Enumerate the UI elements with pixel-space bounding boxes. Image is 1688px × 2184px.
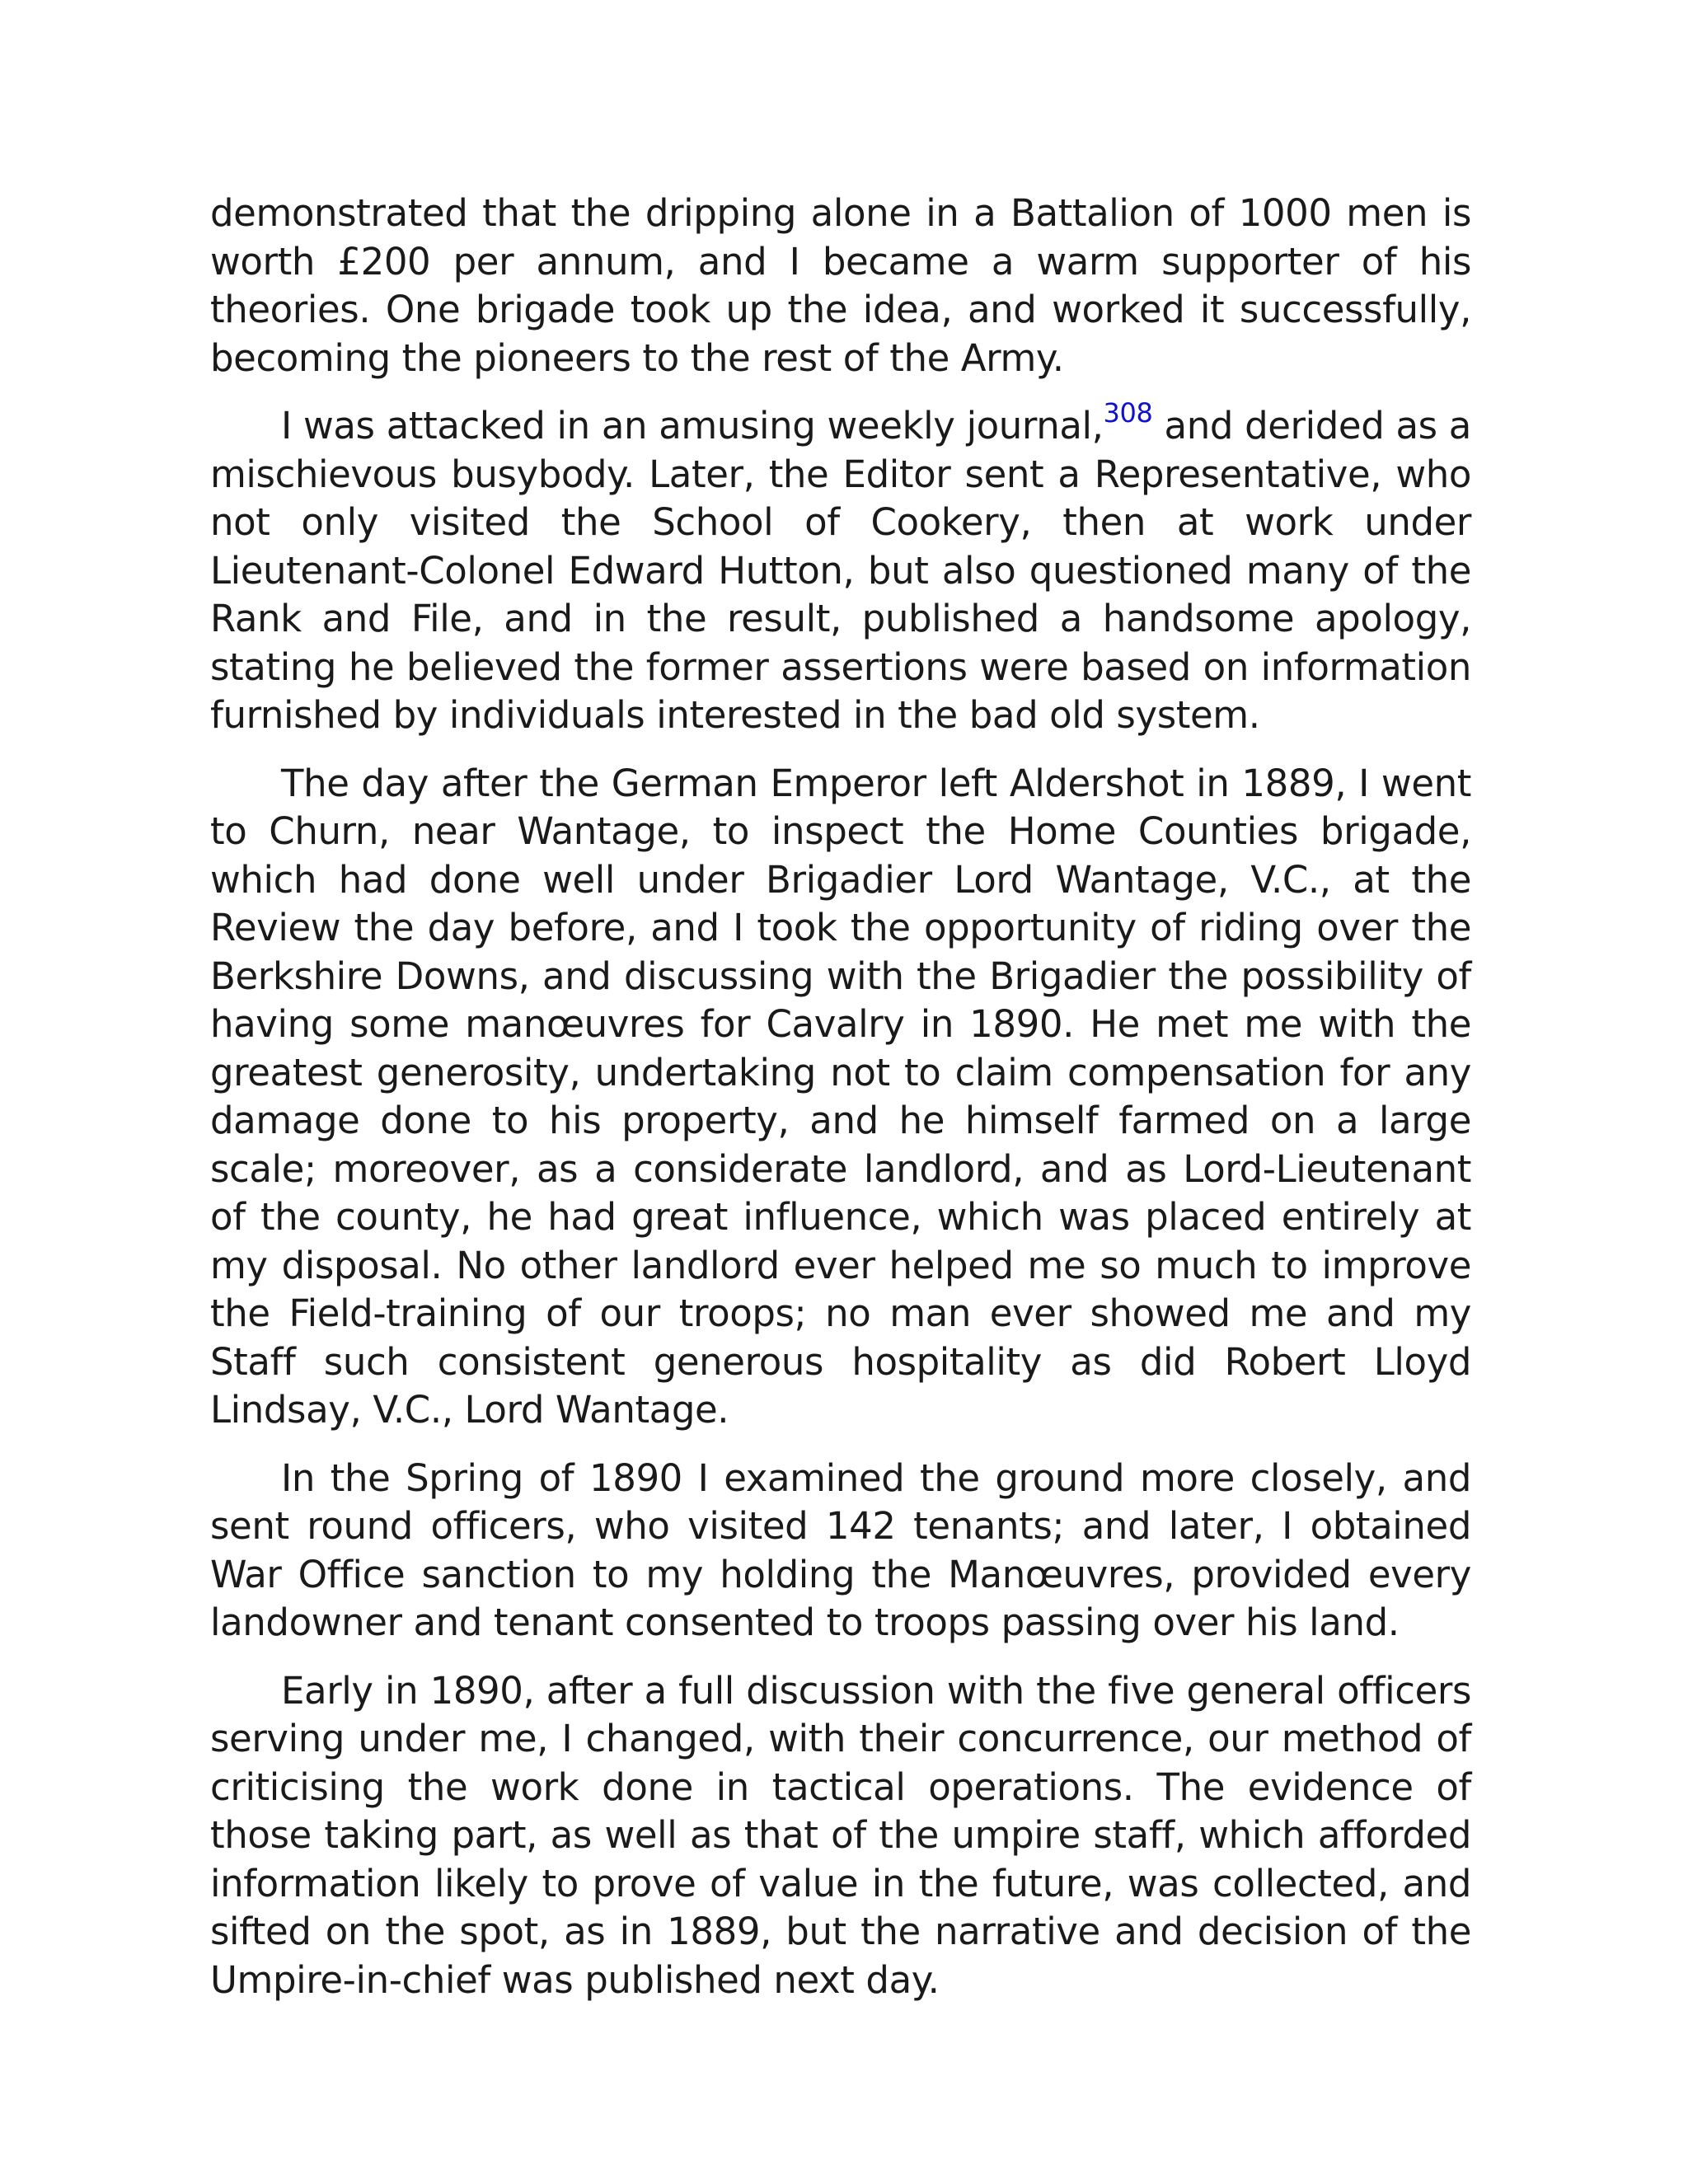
paragraph-2-text-before: I was attacked in an amusing weekly journal,	[281, 404, 1104, 448]
paragraph-4: In the Spring of 1890 I examined the ground more closely, and sent round officers, who visited 142 tenants; and later, I obtained War Office sanction to my holding the Manœuvres, provided every landowner and tenant consented to troops passing over his land.	[210, 1455, 1471, 1644]
page-body	[210, 190, 1471, 2024]
footnote-link-308[interactable]: 308	[1103, 397, 1153, 429]
paragraph-5: Early in 1890, after a full discussion with the five general officers serving under me, I changed, with their concurrence, our method of criticising the work done in tactical operations. The evidence of those taking part, as well as that of the umpire staff, which afforded information likely to prove of value in the future, was collected, and sifted on the spot, as in 1889, but the narrative and decision of the Umpire-in-chief was published next day.	[210, 1668, 1471, 2002]
paragraph-3: The day after the German Emperor left Aldershot in 1889, I went to Churn, near Wantage, to inspect the Home Counties brigade, which had done well under Brigadier Lord Wantage, V.C., at the Review the day before, and I took the opportunity of riding over the Berkshire Downs, and discussing with the Brigadier the possibility of having some manœuvres for Cavalry in 1890. He met me with the greatest generosity, undertaking not to claim compensation for any damage done to his property, and he himself farmed on a large scale; moreover, as a considerate landlord, and as Lord-Lieutenant of the county, he had great influence, which was placed entirely at my disposal. No other landlord ever helped me so much to improve the Field-training of our troops; no man ever showed me and my Staff such consistent generous hospitality as did Robert Lloyd Lindsay, V.C., Lord Wantage.	[210, 761, 1471, 1432]
paragraph-1: demonstrated that the dripping alone in a Battalion of 1000 men is worth £200 per annum, and I became a warm supporter of his theories. One brigade took up the idea, and worked it successfully, becoming the pioneers to the rest of the Army.	[210, 191, 1471, 380]
paragraph-2-text-after: and derided as a mischievous busybody. Later, the Editor sent a Representative, who not only visited the School of Cookery, then at work under Lieutenant-Colonel Edward Hutton, but also questioned many of the Rank and File, and in the result, published a handsome apology, stating he believed the former assertions were based on information furnished by individuals interested in the bad old system.	[210, 404, 1471, 737]
paragraph-2	[210, 397, 1471, 740]
